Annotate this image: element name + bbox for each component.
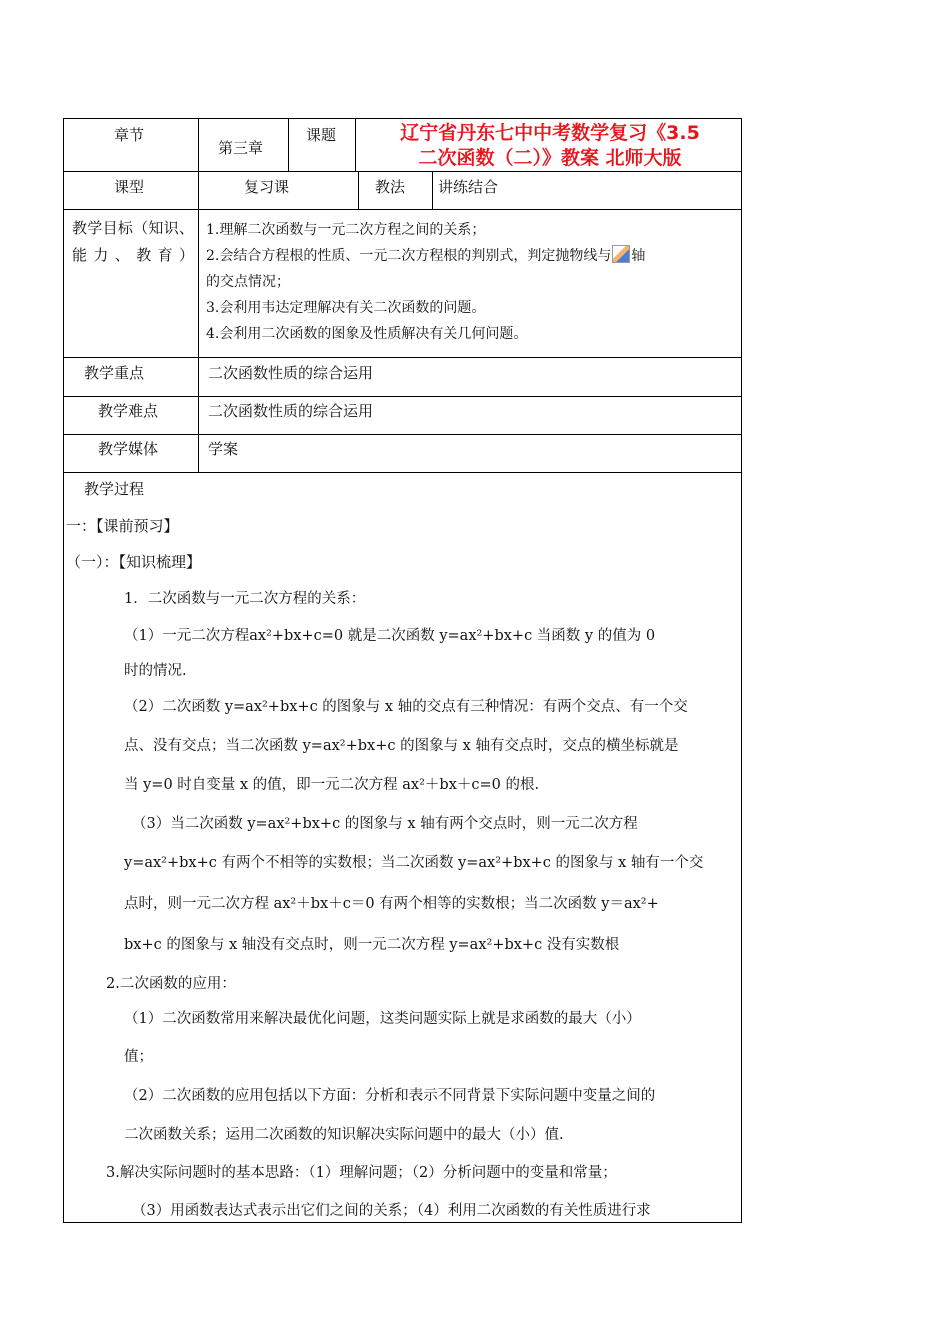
type-value: 复习课 — [244, 178, 290, 196]
key-point-label: 教学重点 — [84, 364, 145, 382]
goal-item: 的交点情况； — [206, 274, 290, 290]
paragraph-line: （2）二次函数的应用包括以下方面：分析和表示不同背景下实际问题中变量之间的 — [124, 1088, 656, 1104]
media-label: 教学媒体 — [98, 440, 159, 458]
subsection-heading: （一）：【知识梳理】 — [66, 553, 202, 571]
method-value: 讲练结合 — [438, 178, 499, 196]
paragraph-line: 1．二次函数与一元二次方程的关系： — [124, 591, 366, 607]
goal-item: 4.会利用二次函数的图象及性质解决有关几何问题。 — [206, 326, 528, 342]
difficulty-value: 二次函数性质的综合运用 — [208, 402, 374, 420]
process-heading: 教学过程 — [84, 480, 145, 498]
lesson-plan-table — [63, 118, 742, 1223]
chapter-label: 章节 — [114, 126, 145, 144]
topic-label: 课题 — [306, 126, 337, 144]
broken-image-icon — [612, 245, 630, 263]
lesson-title-line1: 辽宁省丹东七中中考数学复习《3.5 — [400, 122, 700, 144]
lesson-title-line2: 二次函数（二）》教案 北师大版 — [418, 147, 682, 169]
media-value: 学案 — [208, 440, 239, 458]
paragraph-line: 点、没有交点；当二次函数 y=ax²+bx+c 的图象与 x 轴有交点时，交点的横坐标就是 — [124, 738, 679, 754]
chapter-value: 第三章 — [218, 139, 264, 157]
paragraph-line: 值； — [124, 1049, 153, 1065]
paragraph-line: （1）一元二次方程ax²+bx+c=0 就是二次函数 y=ax²+bx+c 当函数 y 的值为 0 — [124, 628, 656, 644]
paragraph-line: 3.解决实际问题时的基本思路：（1）理解问题；（2）分析问题中的变量和常量； — [106, 1165, 617, 1181]
goal-item: 3.会利用韦达定理解决有关二次函数的问题。 — [206, 300, 486, 316]
paragraph-line: （3）用函数表达式表示出它们之间的关系；（4）利用二次函数的有关性质进行求 — [132, 1203, 651, 1219]
difficulty-label: 教学难点 — [98, 402, 159, 420]
paragraph-line: 二次函数关系；运用二次函数的知识解决实际问题中的最大（小）值. — [124, 1127, 564, 1143]
key-point-value: 二次函数性质的综合运用 — [208, 364, 374, 382]
lesson-title — [360, 121, 740, 171]
goals-label: 教学目标（知识、能力、教育） — [72, 219, 194, 264]
type-label: 课型 — [114, 178, 145, 196]
paragraph-line: 2.二次函数的应用： — [106, 976, 236, 992]
paragraph-line: 当 y=0 时自变量 x 的值，即一元二次方程 ax²＋bx＋c=0 的根. — [124, 777, 540, 793]
paragraph-line: y=ax²+bx+c 有两个不相等的实数根；当二次函数 y=ax²+bx+c 的图象与 x 轴有一个交 — [124, 855, 704, 871]
paragraph-line: bx+c 的图象与 x 轴没有交点时，则一元二次方程 y=ax²+bx+c 没有实数根 — [124, 937, 620, 953]
goal-item — [206, 243, 736, 269]
method-label: 教法 — [375, 178, 406, 196]
section-heading: 一：【课前预习】 — [66, 517, 179, 535]
paragraph-line: （3）当二次函数 y=ax²+bx+c 的图象与 x 轴有两个交点时，则一元二次方程 — [132, 816, 638, 832]
goal-item-suffix: 轴 — [631, 248, 646, 264]
goal-item: 1.理解二次函数与一元二次方程之间的关系； — [206, 222, 486, 238]
paragraph-line: 时的情况. — [124, 663, 187, 679]
paragraph-line: 点时，则一元二次方程 ax²＋bx＋c＝0 有两个相等的实数根；当二次函数 y＝ax²+ — [124, 896, 659, 912]
paragraph-line: （1）二次函数常用来解决最优化问题，这类问题实际上就是求函数的最大（小） — [124, 1011, 641, 1027]
goal-item-text: 2.会结合方程根的性质、一元二次方程根的判别式，判定抛物线与 — [206, 248, 612, 264]
goals-list — [206, 217, 736, 347]
paragraph-line: （2）二次函数 y=ax²+bx+c 的图象与 x 轴的交点有三种情况：有两个交点、有一个交 — [124, 699, 688, 715]
